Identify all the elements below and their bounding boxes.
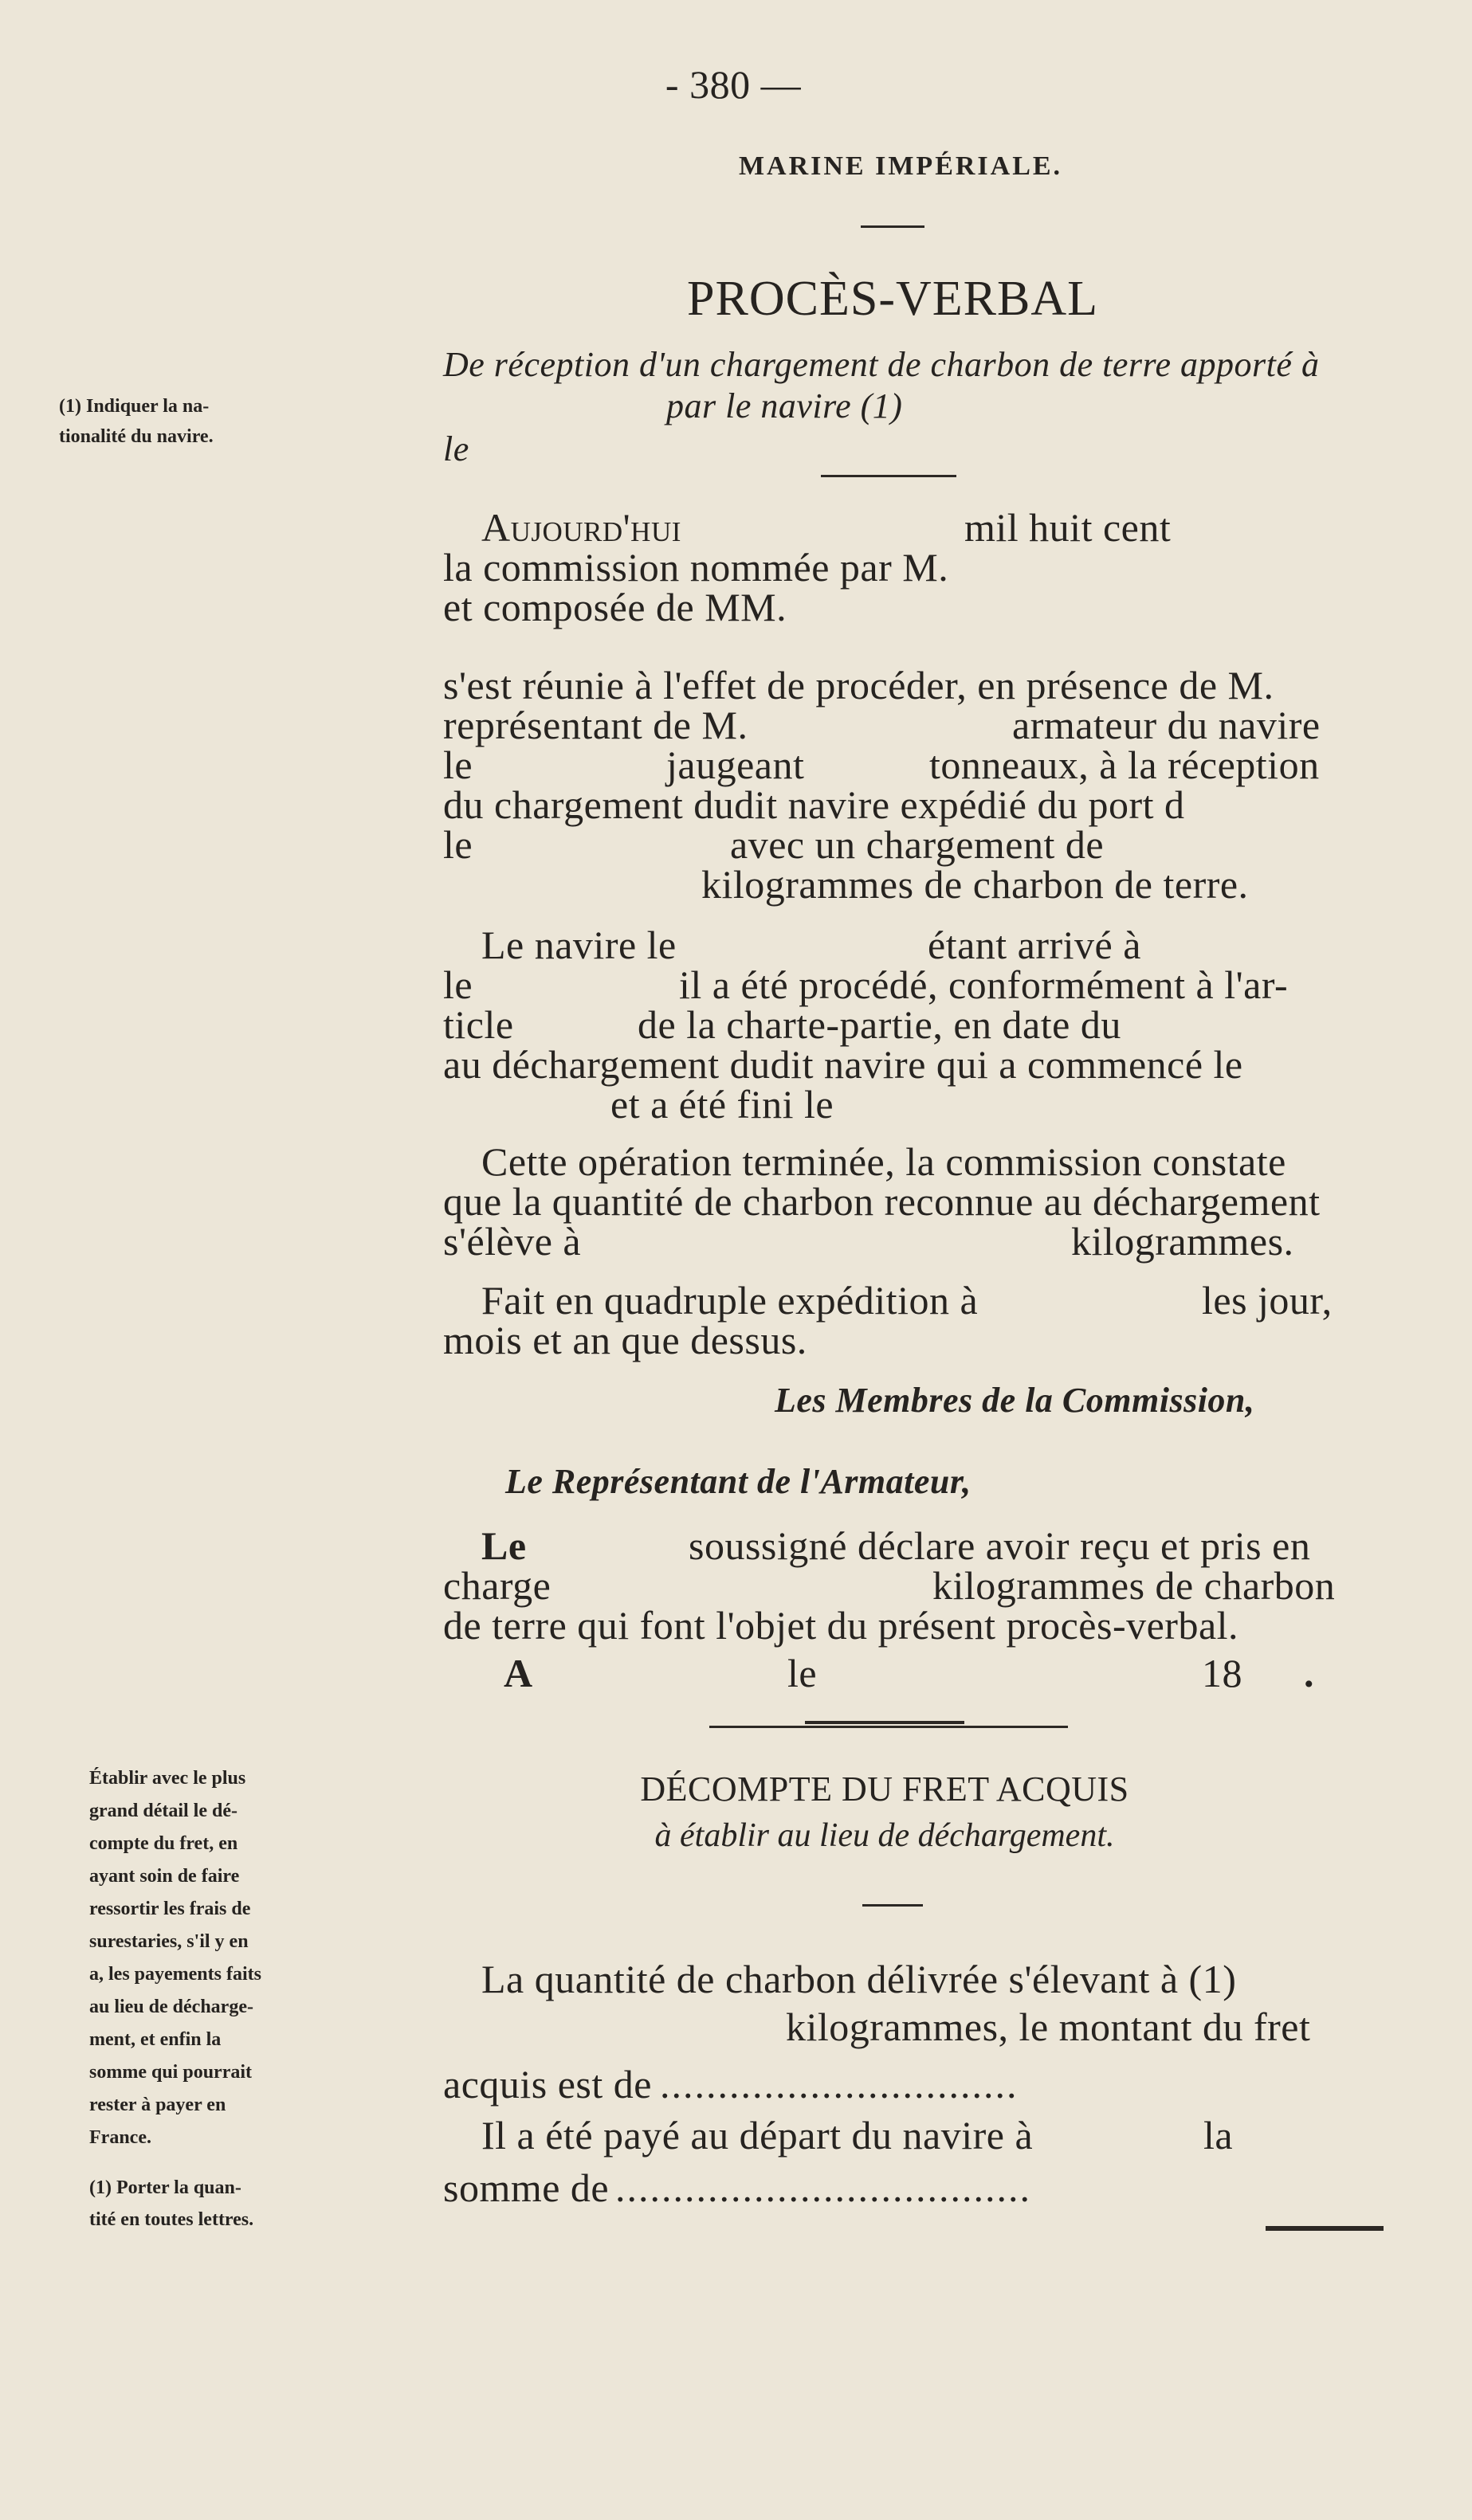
margin-note-line: somme qui pourrait — [89, 2062, 252, 2083]
text-line: soussigné déclare avoir reçu et pris en — [689, 1523, 1311, 1568]
text-line: charge — [443, 1563, 552, 1608]
divider — [861, 225, 924, 228]
margin-note-quantity-line2: tité en toutes lettres. — [89, 2209, 254, 2230]
title-subtitle-le: le — [443, 429, 469, 468]
text-line: Fait en quadruple expédition à — [481, 1278, 979, 1323]
text-line: s'élève à — [443, 1219, 582, 1264]
text-line: avec un chargement de — [730, 822, 1105, 867]
text-year-18: 18 — [1202, 1651, 1242, 1695]
text-date-le: le — [787, 1651, 818, 1695]
text-line: et a été fini le — [610, 1082, 834, 1127]
text-line: le — [443, 822, 473, 867]
text-line: de terre qui font l'objet du présent procès-verbal. — [443, 1603, 1239, 1648]
text-line: kilogrammes de charbon de terre. — [701, 862, 1249, 907]
dot-leader: ............................... — [660, 2062, 1019, 2107]
margin-note-line: a, les payements faits — [89, 1964, 261, 1985]
text-line: somme de — [443, 2165, 610, 2210]
text-line: et composée de MM. — [443, 585, 787, 629]
margin-note-line: au lieu de décharge- — [89, 1997, 253, 2017]
text-line: les jour, — [1202, 1278, 1333, 1323]
text-line: Cette opération terminée, la commission constate — [481, 1139, 1286, 1184]
text-line: mois et an que dessus. — [443, 1318, 807, 1362]
margin-note-line: France. — [89, 2127, 151, 2148]
dot-leader: .................................... — [615, 2165, 1031, 2210]
divider — [709, 1726, 1068, 1728]
text-line: il a été procédé, conformément à l'ar- — [679, 962, 1289, 1007]
margin-note-line: compte du fret, en — [89, 1833, 238, 1854]
text-line: du chargement dudit navire expédié du port d — [443, 782, 1185, 827]
text-line: La quantité de charbon délivrée s'élevant à (1) — [481, 1957, 1237, 2001]
text-line: la — [1203, 2113, 1234, 2157]
margin-note-decompte-lines — [89, 1762, 424, 2154]
text-line: jaugeant — [666, 743, 805, 787]
text-line: le — [443, 743, 473, 787]
text-line: kilogrammes de charbon — [932, 1563, 1336, 1608]
divider — [1266, 2226, 1384, 2231]
margin-note-line: ment, et enfin la — [89, 2029, 222, 2050]
text-line: la commission nommée par M. — [443, 545, 949, 590]
text-line: que la quantité de charbon reconnue au déchargement — [443, 1179, 1321, 1224]
signature-members: Les Membres de la Commission, — [775, 1381, 1255, 1420]
margin-note-nationality-line1: (1) Indiquer la na- — [59, 396, 210, 417]
running-head: MARINE IMPÉRIALE. — [738, 151, 1063, 181]
decompte-title: DÉCOMPTE DU FRET ACQUIS — [640, 1769, 1129, 1809]
text-line: le — [443, 962, 473, 1007]
signature-representative: Le Représentant de l'Armateur, — [505, 1462, 972, 1501]
text-mil-huit-cent: mil huit cent — [964, 505, 1172, 550]
title-subtitle-line1: De réception d'un chargement de charbon de terre apporté à — [443, 345, 1320, 384]
divider — [862, 1904, 923, 1907]
text-line: ticle — [443, 1002, 514, 1047]
margin-note-line: ressortir les frais de — [89, 1899, 251, 1919]
text-line: kilogrammes. — [1071, 1219, 1294, 1264]
margin-note-nationality-line2: tionalité du navire. — [59, 426, 214, 447]
text-aujourdhui: Aujourd'hui — [481, 505, 681, 550]
text-line: tonneaux, à la réception — [929, 743, 1320, 787]
margin-note-decompte — [89, 1762, 424, 2154]
page-number: - 380 — — [665, 62, 802, 107]
text-line: étant arrivé à — [928, 923, 1141, 967]
text-line: armateur du navire — [1012, 703, 1321, 747]
divider — [805, 1721, 964, 1724]
title-subtitle-line2: par le navire (1) — [666, 386, 903, 425]
text-line: de la charte-partie, en date du — [638, 1002, 1121, 1047]
decompte-subtitle: à établir au lieu de déchargement. — [654, 1817, 1115, 1854]
text-line: Il a été payé au départ du navire à — [481, 2113, 1034, 2157]
text-line: Le navire le — [481, 923, 677, 967]
margin-note-line: grand détail le dé- — [89, 1801, 237, 1821]
divider — [821, 475, 956, 477]
text-line: au déchargement dudit navire qui a commencé le — [443, 1042, 1243, 1087]
document-title: PROCÈS-VERBAL — [687, 272, 1098, 326]
margin-note-quantity-line1: (1) Porter la quan- — [89, 2177, 241, 2198]
text-place-a: A — [504, 1651, 533, 1695]
margin-note-line: Établir avec le plus — [89, 1768, 246, 1789]
margin-note-line: surestaries, s'il y en — [89, 1931, 249, 1952]
text-line: s'est réunie à l'effet de procéder, en présence de M. — [443, 663, 1274, 707]
margin-note-line: ayant soin de faire — [89, 1866, 240, 1887]
text-line: acquis est de — [443, 2062, 652, 2107]
text-line: kilogrammes, le montant du fret — [786, 2005, 1311, 2049]
text-period: . — [1304, 1651, 1314, 1695]
text-line: Le — [481, 1523, 527, 1568]
text-line: représentant de M. — [443, 703, 748, 747]
margin-note-line: rester à payer en — [89, 2095, 226, 2115]
